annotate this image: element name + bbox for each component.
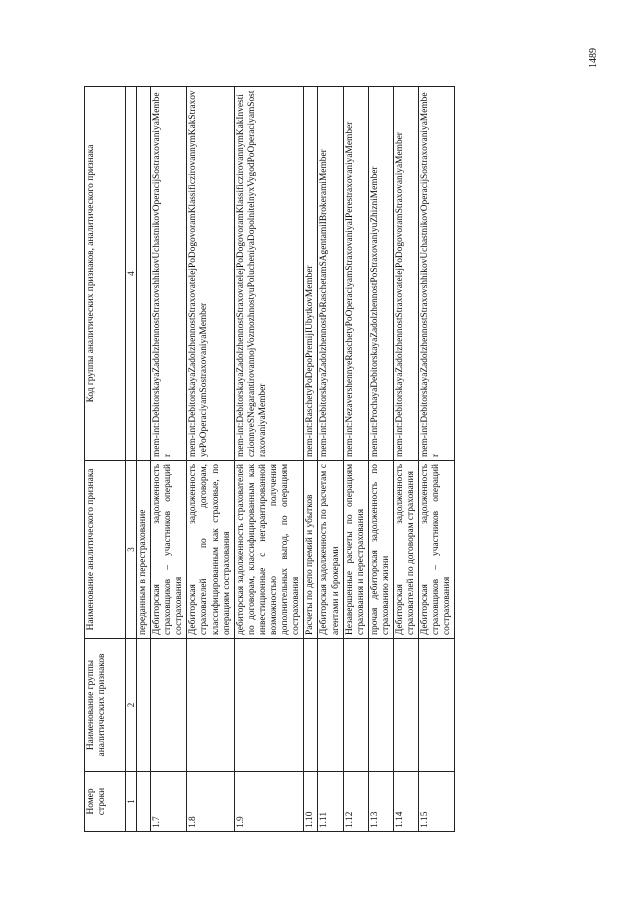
row-number-cell: 1.15 [419, 772, 455, 832]
feature-name-cell: прочая дебиторская задолженность по страхованию жизни [368, 461, 393, 639]
header-group-name: Наименование группы аналитических признаков [85, 639, 126, 772]
table-row [304, 87, 318, 832]
table-row [234, 87, 304, 832]
table-row [318, 87, 343, 832]
group-name-cell [187, 639, 234, 772]
header-row-number: Номер строки [85, 772, 126, 832]
header-code: Код группы аналитических признаков, аналитического признака [85, 87, 126, 461]
feature-name-cell: Дебиторская задолженность страховщиков – участников операций сострахования [419, 461, 455, 639]
column-number: 1 [126, 772, 137, 832]
feature-name-cell: Дебиторская задолженность страхователей по договорам страхования [393, 461, 418, 639]
row-number-cell: 1.14 [393, 772, 418, 832]
group-name-cell [318, 639, 343, 772]
code-cell: mem-int:DebitorskayaZadolzhennostPoRaschetamSAgentamiIBrokeramiMember [318, 87, 343, 461]
table-row [151, 87, 187, 832]
row-number-cell: 1.10 [304, 772, 318, 832]
group-name-cell [419, 639, 455, 772]
row-number-cell: 1.8 [187, 772, 234, 832]
feature-name-cell: Дебиторская задолженность страхователей по договорам, классифицированным как страховые, по операциям сострахования [187, 461, 234, 639]
row-number-cell: 1.12 [343, 772, 368, 832]
code-cell: mem-int:NezavershennyeRaschetyPoOperaciyamStraxovaniyaIPerestraxovaniyaMember [343, 87, 368, 461]
feature-name-cell: дебиторская задолженность страхователей по договорам, классифицированным как инвестиционные с негарантированной возможностью получения дополнительных выгод, по операциям сострахования [234, 461, 304, 639]
group-name-cell [393, 639, 418, 772]
code-cell: mem-int:DebitorskayaZadolzhennostStraxovshhikovUchastnikovOperacijSostraxovaniyaMember [151, 87, 187, 461]
column-number: 2 [126, 639, 137, 772]
group-name-cell [234, 639, 304, 772]
code-cell: mem-int:RaschetyPoDepoPremijIUbytkovMember [304, 87, 318, 461]
row-number-cell: 1.9 [234, 772, 304, 832]
table-row [343, 87, 368, 832]
group-name-cell [343, 639, 368, 772]
row-number-cell: 1.7 [151, 772, 187, 832]
row-number-cell: 1.13 [368, 772, 393, 832]
row-number-cell: 1.11 [318, 772, 343, 832]
group-name-cell [137, 639, 151, 772]
code-cell: mem-int:DebitorskayaZadolzhennostStraxovatelejPoDogovoramStraxovaniyaMember [393, 87, 418, 461]
feature-name-cell: Дебиторская задолженность страховщиков – участников операций сострахования [151, 461, 187, 639]
feature-name-cell: Незавершенные расчеты по операциям страхования и перестрахования [343, 461, 368, 639]
header-feature-name: Наименование аналитического признака [85, 461, 126, 639]
code-cell: mem-int:ProchayaDebitorskayaZadolzhennostPoStraxovaniyuZhizniMember [368, 87, 393, 461]
group-name-cell [151, 639, 187, 772]
feature-name-cell: переданным в перестрахование [137, 461, 151, 639]
table-row [368, 87, 393, 832]
analytic-features-table [84, 86, 455, 832]
group-name-cell [368, 639, 393, 772]
column-number: 3 [126, 461, 137, 639]
code-cell [137, 87, 151, 461]
feature-name-cell: Дебиторская задолженность по расчетам с агентами и брокерами [318, 461, 343, 639]
code-cell: mem-int:DebitorskayaZadolzhennostStraxovatelejPoDogovoramKlassificzirovannymKakInvesticzionnyeSNegarantirovannojVozmozhnostyuPolucheniyaDopolnitelnyxVygodPoOperaciyamSostraxovaniyaMember [234, 87, 304, 461]
code-cell: mem-int:DebitorskayaZadolzhennostStraxovatelejPoDogovoramKlassificzirovannymKakStraxovyePoOperaciyamSostraxovaniyaMember [187, 87, 234, 461]
rotated-page-content [84, 87, 594, 832]
table-row [419, 87, 455, 832]
table-header-row [85, 87, 126, 832]
continuation-row [137, 87, 151, 832]
table-row [393, 87, 418, 832]
feature-name-cell: Расчеты по депо премий и убытков [304, 461, 318, 639]
page-number: 1489 [588, 48, 599, 68]
code-cell: mem-int:DebitorskayaZadolzhennostStraxovshhikovUchastnikovOperacijSostraxovaniyaMember [419, 87, 455, 461]
table-row [187, 87, 234, 832]
row-number-cell [137, 772, 151, 832]
group-name-cell [304, 639, 318, 772]
column-number: 4 [126, 87, 137, 461]
column-number-row [126, 87, 137, 832]
